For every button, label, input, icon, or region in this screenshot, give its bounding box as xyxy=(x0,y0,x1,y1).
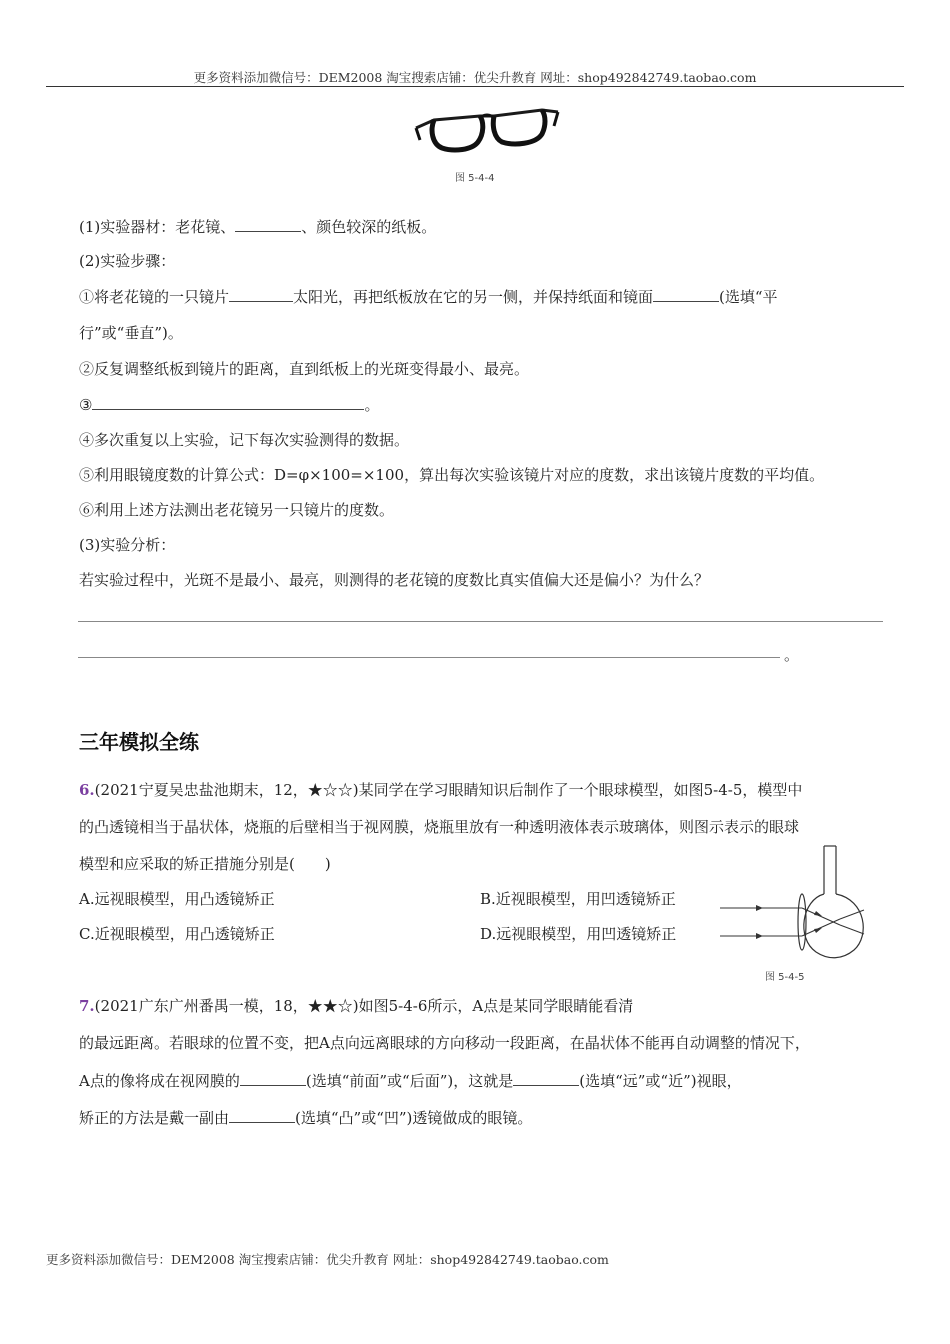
answer-line[interactable] xyxy=(78,621,883,622)
option-b[interactable]: B.近视眼模型，用凹透镜矫正 xyxy=(480,890,676,908)
eyeball-model-figure xyxy=(716,842,880,966)
answer-blank[interactable] xyxy=(235,217,301,232)
answer-blank[interactable] xyxy=(229,287,293,302)
question-7-line-3: A点的像将成在视网膜的 (选填“前面”或“后面”)，这就是 (选填“远”或“近”)视眼， xyxy=(79,1072,742,1090)
analysis-question: 若实验过程中，光斑不是最小、最亮，则测得的老花镜的度数比真实值偏大还是偏小？为什么？ xyxy=(79,571,710,589)
step-5-line: ⑤利用眼镜度数的计算公式：D=φ×100=×100，算出每次实验该镜片对应的度数，求出该镜片度数的平均值。 xyxy=(79,466,825,484)
question-7-line-4: 矫正的方法是戴一副由 (选填“凸”或“凹”)透镜做成的眼镜。 xyxy=(79,1109,533,1127)
option-a[interactable]: A.远视眼模型，用凸透镜矫正 xyxy=(79,890,275,908)
glasses-figure xyxy=(414,100,560,158)
page-header: 更多资料添加微信号：DEM2008 淘宝搜索店铺：优尖升教育 网址：shop492842749.taobao.com xyxy=(193,70,757,85)
figure-5-4-4-caption: 图 5-4-4 xyxy=(455,173,495,184)
step-1-line: ①将老花镜的一只镜片 太阳光，再把纸板放在它的另一侧，并保持纸面和镜面 (选填“平 xyxy=(79,288,778,306)
answer-blank[interactable] xyxy=(653,287,719,302)
analysis-heading: (3)实验分析： xyxy=(79,536,176,554)
step-3-line: ③ 。 xyxy=(79,396,380,414)
materials-line: (1)实验器材：老花镜、 、颜色较深的纸板。 xyxy=(79,218,437,236)
answer-line[interactable] xyxy=(78,657,780,658)
step-4-line: ④多次重复以上实验，记下每次实验测得的数据。 xyxy=(79,431,410,449)
answer-blank[interactable] xyxy=(513,1071,579,1086)
question-6-number: 6. xyxy=(79,781,95,799)
option-c[interactable]: C.近视眼模型，用凸透镜矫正 xyxy=(79,925,275,943)
question-7-line-1: 7.(2021广东广州番禺一模，18，★★☆)如图5-4-6所示，A点是某同学眼睛能看清 xyxy=(79,997,634,1015)
page-footer: 更多资料添加微信号：DEM2008 淘宝搜索店铺：优尖升教育 网址：shop492842749.taobao.com xyxy=(46,1252,609,1267)
step-2-line: ②反复调整纸板到镜片的距离，直到纸板上的光斑变得最小、最亮。 xyxy=(79,360,530,378)
option-d[interactable]: D.远视眼模型，用凹透镜矫正 xyxy=(480,925,677,943)
figure-5-4-5-caption: 图 5-4-5 xyxy=(765,972,805,983)
step-1-line-cont: 行”或“垂直”)。 xyxy=(79,324,183,342)
answer-blank[interactable] xyxy=(92,395,364,410)
question-7-number: 7. xyxy=(79,997,95,1015)
question-6-line-1: 6.(2021宁夏吴忠盐池期末，12，★☆☆)某同学在学习眼睛知识后制作了一个眼球模型，如图5-4-5，模型中 xyxy=(79,781,803,799)
answer-blank[interactable] xyxy=(229,1108,295,1123)
section-title: 三年模拟全练 xyxy=(79,730,199,754)
question-6-line-3: 模型和应采取的矫正措施分别是( ) xyxy=(79,855,331,873)
answer-line-end: 。 xyxy=(784,646,800,664)
answer-blank[interactable] xyxy=(240,1071,306,1086)
step-6-line: ⑥利用上述方法测出老花镜另一只镜片的度数。 xyxy=(79,501,395,519)
question-7-line-2: 的最远距离。若眼球的位置不变，把A点向远离眼球的方向移动一段距离，在晶状体不能再自动调整的情况下， xyxy=(79,1034,810,1052)
steps-heading: (2)实验步骤： xyxy=(79,252,176,270)
header-divider xyxy=(46,86,904,87)
question-6-line-2: 的凸透镜相当于晶状体，烧瓶的后壁相当于视网膜，烧瓶里放有一种透明液体表示玻璃体，则图示表示的眼球 xyxy=(79,818,800,836)
